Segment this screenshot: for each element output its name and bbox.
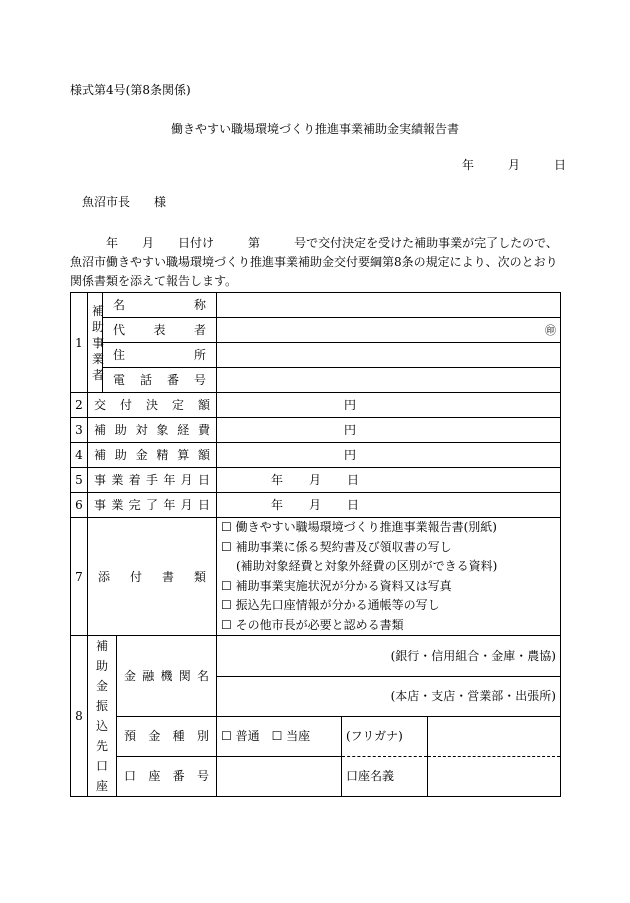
table-row bbox=[71, 368, 561, 393]
date-year-label: 年 bbox=[462, 158, 475, 172]
table-row bbox=[71, 636, 561, 677]
eligible-expenses-label: 補 助 対 象 経 費 bbox=[88, 418, 217, 443]
table-row bbox=[71, 518, 561, 636]
account-holder-field[interactable] bbox=[428, 756, 561, 796]
start-date-label: 事 業 着 手 年 月 日 bbox=[88, 468, 217, 493]
intro-number-prefix: 第 bbox=[248, 236, 261, 250]
yen-unit: 円 bbox=[344, 398, 357, 412]
table-row bbox=[71, 493, 561, 518]
phone-label: 電 話 番 号 bbox=[103, 368, 217, 393]
start-date-field[interactable]: 年 月 日 bbox=[217, 468, 561, 493]
table-row bbox=[71, 318, 561, 343]
name-label: 名 称 bbox=[103, 293, 217, 318]
settled-grant-amount-label: 補 助 金 精 算 額 bbox=[88, 443, 217, 468]
table-row bbox=[71, 393, 561, 418]
branch-type-options: (本店・支店・営業部・出張所) bbox=[390, 689, 556, 704]
row-number: 1 bbox=[71, 293, 88, 393]
settled-grant-amount-field[interactable] bbox=[217, 443, 561, 468]
table-row bbox=[71, 443, 561, 468]
row-number: 2 bbox=[71, 393, 88, 418]
account-number-label: 口 座 番 号 bbox=[117, 756, 217, 796]
table-row bbox=[71, 293, 561, 318]
intro-date-suffix: 日付け bbox=[178, 236, 215, 250]
furigana-field[interactable] bbox=[428, 717, 561, 757]
report-date[interactable] bbox=[462, 157, 566, 173]
branch-name-field[interactable] bbox=[217, 676, 561, 717]
intro-line-1-tail: 号で交付決定を受けた補助事業が完了したので、 bbox=[294, 236, 558, 250]
attachments-checklist bbox=[217, 518, 561, 636]
form-number: 様式第4号(第8条関係) bbox=[70, 83, 191, 97]
completion-date-field[interactable]: 年 月 日 bbox=[217, 493, 561, 518]
intro-line-1 bbox=[70, 234, 570, 253]
row-number: 3 bbox=[71, 418, 88, 443]
bank-type-options: (銀行・信用組合・金庫・農協) bbox=[390, 648, 556, 663]
table-row bbox=[71, 717, 561, 757]
addressee: 魚沼市長 様 bbox=[82, 195, 167, 209]
attachment-checkbox-item[interactable]: ☐ その他市長が必要と認める書類 bbox=[221, 617, 404, 632]
grantee-group-label: 補 助 事 業 者 bbox=[88, 293, 103, 393]
attachment-checkbox-item[interactable]: ☐ 働きやすい職場環境づくり推進事業報告書(別紙) bbox=[221, 520, 497, 534]
address-field[interactable] bbox=[217, 343, 561, 368]
date-day-label: 日 bbox=[554, 158, 567, 172]
row-number: 8 bbox=[71, 636, 88, 797]
date-month-label: 月 bbox=[508, 158, 521, 172]
attachment-checkbox-item[interactable]: ☐ 補助事業実施状況が分かる資料又は写真 bbox=[221, 578, 452, 593]
deposit-type-label: 預 金 種 別 bbox=[117, 717, 217, 757]
intro-text bbox=[70, 234, 570, 292]
table-row bbox=[71, 468, 561, 493]
report-table bbox=[70, 292, 561, 797]
row-number: 5 bbox=[71, 468, 88, 493]
completion-date-label: 事 業 完 了 年 月 日 bbox=[88, 493, 217, 518]
intro-month-label: 月 bbox=[142, 236, 155, 250]
phone-field[interactable] bbox=[217, 368, 561, 393]
grant-decision-amount-field[interactable] bbox=[217, 393, 561, 418]
row-number: 6 bbox=[71, 493, 88, 518]
account-holder-label: 口座名義 bbox=[342, 756, 428, 796]
eligible-expenses-field[interactable] bbox=[217, 418, 561, 443]
intro-year-label: 年 bbox=[106, 236, 119, 250]
attachment-checkbox-item[interactable]: ☐ 補助事業に係る契約書及び領収書の写し bbox=[221, 539, 452, 554]
bank-name-field[interactable] bbox=[217, 636, 561, 677]
name-field[interactable] bbox=[217, 293, 561, 318]
intro-line-3: 関係書類を添えて報告します。 bbox=[70, 274, 238, 289]
table-row bbox=[71, 343, 561, 368]
document-title: 働きやすい職場環境づくり推進事業補助金実績報告書 bbox=[170, 122, 459, 136]
deposit-type-options[interactable]: ☐ 普通 ☐ 当座 bbox=[217, 717, 342, 757]
row-number: 4 bbox=[71, 443, 88, 468]
yen-unit: 円 bbox=[344, 423, 357, 437]
yen-unit: 円 bbox=[344, 448, 357, 462]
furigana-label: (フリガナ) bbox=[342, 717, 428, 757]
table-row bbox=[71, 756, 561, 796]
intro-line-2: 魚沼市働きやすい職場環境づくり推進事業補助金交付要綱第8条の規定により、次のとおり bbox=[70, 255, 558, 270]
table-row bbox=[71, 418, 561, 443]
bank-account-group-label: 補 助 金 振 込 先 口 座 bbox=[88, 636, 117, 797]
representative-label: 代 表 者 bbox=[103, 318, 217, 343]
row-number: 7 bbox=[71, 518, 88, 636]
attachment-checkbox-item[interactable]: ☐ 振込先口座情報が分かる通帳等の写し bbox=[221, 598, 440, 612]
attachments-label: 添 付 書 類 bbox=[88, 518, 217, 636]
account-number-field[interactable] bbox=[217, 756, 342, 796]
bank-name-label: 金 融 機 関 名 bbox=[117, 636, 217, 717]
seal-mark: ㊞ bbox=[545, 323, 556, 337]
representative-field[interactable] bbox=[217, 318, 561, 343]
address-label: 住 所 bbox=[103, 343, 217, 368]
grant-decision-amount-label: 交 付 決 定 額 bbox=[88, 393, 217, 418]
attachment-note: (補助対象経費と対象外経費の区別ができる資料) bbox=[236, 559, 498, 573]
